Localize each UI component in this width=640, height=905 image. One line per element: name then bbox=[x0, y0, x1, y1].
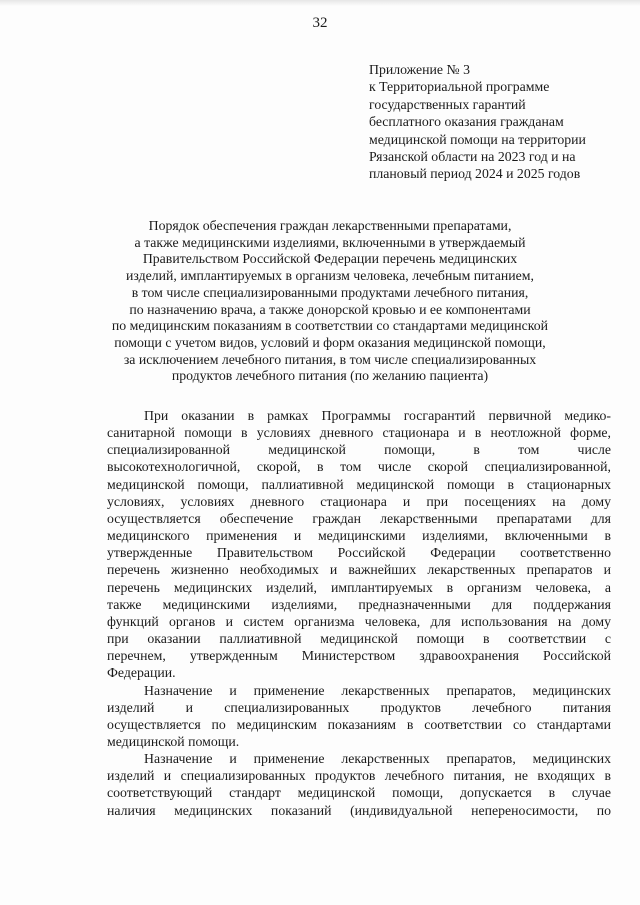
text-line: при оказании паллиативной медицинской помощи в соответствии с bbox=[107, 631, 611, 647]
body-text bbox=[107, 407, 611, 819]
paragraph-3 bbox=[107, 750, 611, 819]
appendix-line: бесплатного оказания гражданам bbox=[369, 114, 564, 130]
text-line: осуществляется обеспечение граждан лекарственными препаратами для bbox=[107, 510, 611, 526]
paragraph-2 bbox=[107, 682, 611, 751]
text-line: медицинской помощи. bbox=[107, 733, 240, 749]
paragraph-1 bbox=[107, 407, 611, 682]
page-number: 32 bbox=[312, 15, 328, 31]
document-heading bbox=[100, 218, 560, 385]
appendix-line: Приложение № 3 bbox=[369, 62, 471, 77]
heading-line: за исключением лечебного питания, в том числе специализированных bbox=[123, 351, 537, 367]
text-line: наличия медицинских показаний (индивидуальной непереносимости, по bbox=[107, 802, 611, 818]
heading-line: а также медицинскими изделиями, включенными в утверждаемый bbox=[134, 234, 526, 250]
heading-line: изделий, имплантируемых в организм человека, лечебным питанием, bbox=[126, 268, 534, 284]
text-line: условиях, условиях дневного стационара и при посещениях на дому bbox=[107, 493, 611, 509]
text-line: Назначение и применение лекарственных препаратов, медицинских bbox=[144, 682, 611, 698]
heading-line: по медицинским показаниям в соответствии со стандартами медицинской bbox=[111, 318, 549, 334]
text-line: перечнем, утвержденным Министерством здравоохранения Российской bbox=[107, 648, 611, 664]
text-line: специализированной медицинской помощи, в том числе bbox=[107, 442, 611, 458]
text-line: осуществляется по медицинским показаниям в соответствии со стандартами bbox=[107, 716, 611, 732]
heading-line: Правительством Российской Федерации перечень медицинских bbox=[142, 251, 518, 267]
appendix-block bbox=[369, 61, 631, 183]
heading-line: по назначению врача, а также донорской кровью и ее компонентами bbox=[129, 301, 531, 317]
heading-line: помощи с учетом видов, условий и форм оказания медицинской помощи, bbox=[114, 334, 546, 350]
heading-line: в том числе специализированными продуктами лечебного питания, bbox=[131, 284, 529, 300]
appendix-line: плановый период 2024 и 2025 годов bbox=[369, 166, 581, 182]
text-line: перечень медицинских изделий, имплантируемых в организм человека, а bbox=[107, 579, 611, 595]
scan-edge bbox=[0, 0, 640, 6]
appendix-line: медицинской помощи на территории bbox=[369, 131, 586, 147]
text-line: Назначение и применение лекарственных препаратов, медицинских bbox=[144, 751, 611, 767]
text-line: высокотехнологичной, скорой, в том числе скорой специализированной, bbox=[107, 459, 611, 475]
appendix-line: к Территориальной программе bbox=[369, 79, 550, 95]
text-line: изделий и специализированных продуктов лечебного питания, не входящих в bbox=[107, 768, 611, 784]
text-line: медицинской помощи, паллиативной медицинской помощи в стационарных bbox=[107, 476, 611, 492]
heading-line: продуктов лечебного питания (по желанию пациента) bbox=[171, 368, 489, 384]
text-line: перечень жизненно необходимых и важнейших лекарственных препаратов и bbox=[107, 562, 611, 578]
text-line: При оказании в рамках Программы госгарантий первичной медико- bbox=[144, 408, 611, 423]
text-line: изделий и специализированных продуктов лечебного питания bbox=[107, 699, 611, 715]
text-line: функций органов и систем организма человека, для использования на дому bbox=[107, 613, 611, 629]
text-line: соответствующий стандарт медицинской помощи, допускается в случае bbox=[107, 785, 611, 801]
text-line: также медицинскими изделиями, предназначенными для поддержания bbox=[107, 596, 611, 612]
appendix-line: Рязанской области на 2023 год и на bbox=[369, 149, 576, 165]
appendix-line: государственных гарантий bbox=[369, 96, 526, 112]
text-line: Федерации. bbox=[107, 665, 176, 681]
text-line: медицинского применения и медицинскими изделиями, включенными в bbox=[107, 528, 611, 544]
text-line: утвержденные Правительством Российской Федерации соответственно bbox=[107, 545, 611, 561]
heading-line: Порядок обеспечения граждан лекарственными препаратами, bbox=[148, 218, 512, 233]
text-line: санитарной помощи в условиях дневного стационара и в неотложной форме, bbox=[107, 425, 611, 441]
